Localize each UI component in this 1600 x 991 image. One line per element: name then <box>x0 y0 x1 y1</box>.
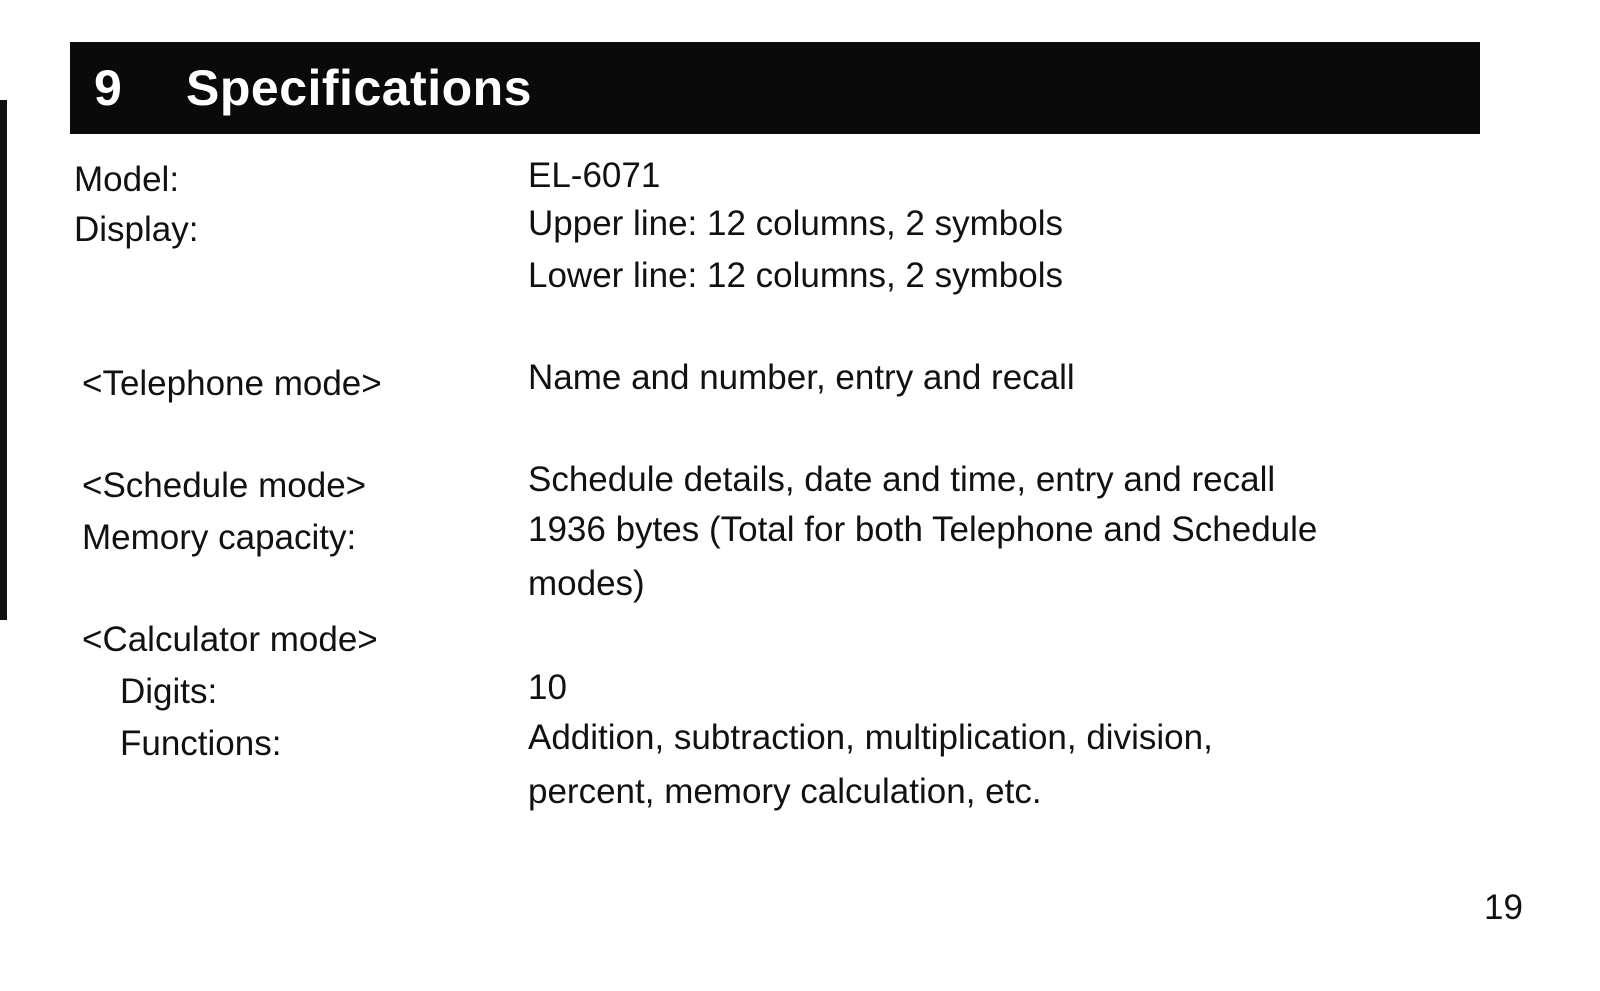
section-number: 9 <box>94 60 122 116</box>
model-label: Model: <box>74 160 180 199</box>
calculator-mode-label: <Calculator mode> <box>82 620 378 659</box>
digits-value: 10 <box>528 668 567 707</box>
telephone-mode-label: <Telephone mode> <box>82 364 382 403</box>
functions-value-line2: percent, memory calculation, etc. <box>528 772 1042 811</box>
model-value: EL-6071 <box>528 156 661 195</box>
functions-label: Functions: <box>120 724 282 763</box>
display-label: Display: <box>74 210 199 249</box>
memory-capacity-value-line2: modes) <box>528 564 645 603</box>
functions-value-line1: Addition, subtraction, multiplication, division, <box>528 718 1213 757</box>
schedule-mode-value: Schedule details, date and time, entry and recall <box>528 460 1276 499</box>
schedule-mode-label: <Schedule mode> <box>82 466 367 505</box>
section-header <box>70 42 1480 134</box>
page-number: 19 <box>1484 888 1523 927</box>
digits-label: Digits: <box>120 672 218 711</box>
display-upper-line: Upper line: 12 columns, 2 symbols <box>528 204 1063 243</box>
display-lower-line: Lower line: 12 columns, 2 symbols <box>528 256 1063 295</box>
section-title: Specifications <box>186 60 532 116</box>
memory-capacity-value-line1: 1936 bytes (Total for both Telephone and Schedule <box>528 510 1318 549</box>
page-binding-edge <box>0 100 7 620</box>
telephone-mode-value: Name and number, entry and recall <box>528 358 1075 397</box>
memory-capacity-label: Memory capacity: <box>82 518 357 557</box>
